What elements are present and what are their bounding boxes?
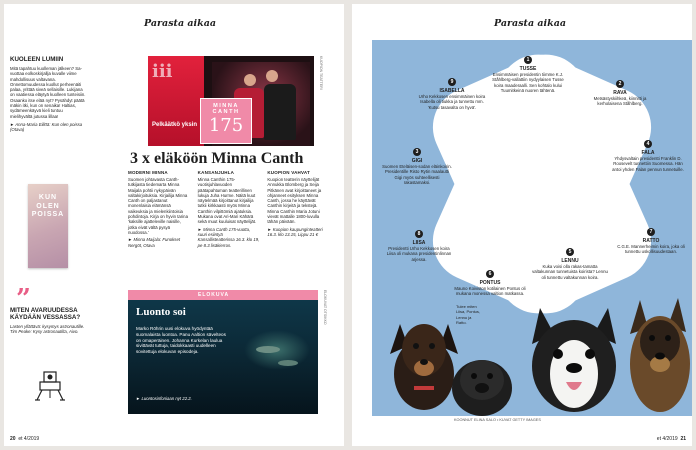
sidebar-credit: ► Anna-Maria Eilittä: Kun olen poissa (Otava) [10, 121, 83, 133]
col-head: KUOPION VAHVAT [267, 170, 310, 175]
subhead: Presidentien koirista tietokirjan kirjoittanut Meri Eskola kertoo, mitä niistä jäivät parhaiten mieleen. [463, 196, 581, 215]
col-head: MODERNI MINNA [128, 170, 168, 175]
actor-face [266, 70, 278, 82]
badge-number: 175 [208, 115, 244, 136]
dogs-photo [372, 294, 692, 416]
dachshund-dog [390, 324, 458, 410]
fish-shape [278, 360, 298, 366]
col-credit: ► Kuopion kaupunginteatteri 16.3. klo 13.15, Lippu 21 € [267, 226, 323, 237]
dog-item-9 [414, 70, 490, 110]
item-number: 2 [616, 80, 624, 88]
pug-dog [452, 360, 512, 416]
quote-mark-icon: ” [16, 284, 31, 314]
sidebar-quote [10, 307, 86, 335]
item-name: GIGI [411, 158, 423, 164]
feature-col-2 [198, 170, 261, 248]
book-cover [28, 184, 68, 268]
german-shepherd-dog [630, 298, 690, 412]
feature-title: 3 x eläköön Minna Canth [130, 150, 304, 167]
film-body: Marko Röhrin uusi elokuva hyödyntää suomalaista luontoa. Panu Aaltion sävelteos on omaperäinen. Johanna Kurkelan laulua sivittävät tuttuja, taidokkaasti uudelleen sovitettuja elokuvan episodeja. [136, 326, 226, 355]
canth-175-badge [200, 98, 252, 144]
feature-columns [128, 170, 330, 248]
issue: et 4/2019 [656, 436, 678, 442]
quote-body: Lasten yllättävä: kysymys astronautille. Tim Peake: Kysy astronautilta, Aivo. [10, 324, 85, 335]
sidebar-heading: KUOLEEN LUMIIN [10, 56, 64, 63]
item-number: 1 [524, 56, 532, 64]
feature-col-1 [128, 170, 191, 248]
sidebar-book-review [10, 56, 86, 133]
dog-item-1 [490, 48, 566, 93]
item-name: LENNU [561, 258, 579, 264]
item-name: LIISA [412, 240, 426, 246]
dog-item-5 [532, 240, 608, 280]
actor-costume [264, 84, 296, 140]
dog-item-7 [614, 220, 688, 255]
item-name: ISABELLA [439, 88, 465, 94]
folio [10, 436, 39, 442]
item-name: TUSSE [519, 66, 537, 72]
photo-credit: KOONNUT ELINA SALO • KUVAT GETTY IMAGES [454, 418, 541, 422]
item-number: 3 [413, 148, 421, 156]
item-number: 4 [644, 140, 652, 148]
col-credit: ► Minna Maijala: Funokset Nergöt, Otava [128, 237, 181, 248]
col-credit: ► Minna Canth 175-vuotta, suuri esiintyä Kansallisteatterissa 16.3. klo 19, pe 8.3 lisäkierros. [197, 226, 260, 248]
item-name: RATTO [642, 238, 660, 244]
book-cover-title: KUN OLEN POISSA [31, 194, 65, 218]
sidebar-credit-text: Anna-Maria Eilittä: Kun olen poissa (Otava) [10, 121, 83, 133]
film-photo-caption: ELOKUVAT OTSIKKO [323, 290, 327, 325]
page-number: 21 [680, 436, 686, 442]
col-body: Kuopion teatterin näyttelijät Annukka Blomberg ja Seija Pitkänen avat kirjoittaneet ja ohjanneet esityksen Minna Canth, jossa he käyttävät Canthin kirjeitä ja tekstejä. Minna Canthin Maria Jotuni vievät mattalle 1800-luvulla tähän päivään. [267, 177, 322, 225]
col-body: Minna Canthin 175-vuotisjuhlavuoden päätapahtuman teatterillinen lukuja Juha Hurme. Näitä kuut näytelmää kirjoittanut kirjailija tutkii kirkkaasti myös Minna Canthin vilpittömiä ajatuksia. Mukana ovat Ari-Mari Kähärä sekä muut kuuluisat näyttelijät. [197, 177, 257, 225]
item-number: 5 [566, 248, 574, 256]
french-bulldog [532, 308, 616, 412]
credit: ► Meri Eskola: Presidentien lemmikit. Docendo. [490, 218, 572, 222]
poster-graphic: iii [152, 61, 173, 82]
headline-line-1: YKKÖS- [474, 147, 564, 172]
photo-caption: KUOPION TEATTERI [319, 56, 323, 90]
feature-col-3 [267, 170, 330, 248]
item-body: Presidentti Urho Kekkosen koira Liisa oli mukana presidentinlinnan arjessa. [386, 246, 452, 262]
credit-text: Meri Eskola: Presidentien lemmikit. Docendo. [495, 218, 572, 222]
lunar-lander-icon [34, 366, 66, 404]
item-body: Ensimmäisen presidentin tiimme K.J. Ståhlberg-vallattiin nydyylaisen Tusse koira maaderaalli. Sen kohtalo kului Tuumitkeinä nuoren tähtenä. [492, 72, 564, 93]
dog-item-3 [382, 140, 452, 185]
film-box [128, 290, 318, 414]
film-label: ELOKUVA [198, 292, 230, 298]
section-header: Parasta aikaa [144, 18, 217, 29]
right-page [352, 4, 692, 446]
badge-label: MINNA CANTH [212, 103, 240, 115]
item-body: C.G.E. Mannerheimin koira, joka oli tunnettu uskollisuudestaan. [617, 244, 685, 255]
dog-item-4 [610, 132, 686, 172]
item-number: 8 [415, 230, 423, 238]
col-body: Suomen johtavasta Canth-tutkijasta tiedemarta Minna Maijala pohtii nykypäivän valtakirjoituksia. Kirjailija Minna Canth on paljastanut monenlaisia elämänsä vaikeuksia ja mielenkiintoisia pohdintoja. Kirja on hyvin tarina 'kaksille ajatteleville naisille, jotka eivät vältä pysyä nuodossa.' [128, 177, 188, 235]
item-body: Metsästyskiihkeä, kiinnitti ja kerholaisena Ståhlberg. [593, 96, 647, 107]
item-name: FALA [641, 150, 655, 156]
col-credit-text: Minna Canth 175-vuotta, suuri esiintyä Kansallisteatterissa 16.3. klo 19, pe 8.3 lisäkierros. [197, 226, 260, 248]
item-body: Yhdysvaltain presidentti Franklin D. Roosevelt tunnettiin Suomessa. Hän antoi yhden Falan pennun tunnetuille. [612, 156, 684, 172]
fish-shape [256, 346, 280, 353]
page-number: 20 [10, 436, 16, 442]
left-page [4, 4, 344, 446]
item-name: RAVA [613, 90, 627, 96]
item-name: PONTUS [479, 280, 501, 286]
item-body: Urho Kekkosen ensimmäinen koira Isabella oli tiukka ja tunnettu mm. 'Kutsu tasavalta on hyvä'. [418, 94, 486, 110]
item-number: 6 [486, 270, 494, 278]
issue: et 4/2019 [18, 436, 40, 442]
section-header: Parasta aikaa [494, 18, 567, 29]
actor-face [244, 74, 256, 86]
item-body: Mauno Koiviston kotilainen Pontus oli mukana monessa valtion matkassa. [454, 286, 526, 297]
folio [657, 436, 686, 442]
dog-item-6 [452, 262, 528, 297]
headline-line-2: KOIRAT [474, 167, 561, 192]
item-body: Kuka voisi olla rakas-tamatta valtakunnan tunnetuista koirista? Lennu oli tunnettu valtakunnan koira. [532, 264, 608, 280]
quote-heading: MITEN AVARUUDESSA KÄYDÄÄN VESSASSA? [10, 307, 81, 321]
film-credit: ► Luontosinfoniaan nyt 22.2. [136, 396, 192, 401]
item-number: 9 [448, 78, 456, 86]
dog-item-2 [582, 72, 658, 107]
poster-text: Pelkäätkö yksin [152, 122, 198, 128]
col-head: KANSANJUHLA [197, 170, 235, 175]
film-title: Luonto soi [136, 306, 186, 318]
dogs-caption: Tulee miten Liisa, Pontus, Lennu ja Ratto. [456, 304, 481, 325]
dog-item-8 [384, 222, 454, 262]
item-body: Suomen Eteläisen-sodan eläinkoirin. Presidentille Risto Rytin maalautti Gigi myös suhteellisesti rakastamaksi. [382, 164, 452, 185]
sidebar-body: Mitä tapahtuu kuolleman jälkeen? Sa-vuottaa eolkoskirjallja kuvalle viime mahdollisuus valtavana. Onnettomuudessa kuollut perheenäiti palaa, yrittää siveä sellaisille. Lukijana on vaatiessa eläytyä kuolleen tunteisiin. Osaanko itse elää nyt? Pysähdyt päätä mäkin itki, kun on senaika! Haltias, sydämeenkäyvä kieli tuntuu mielihyvältä jutussa lillaa! [10, 66, 86, 119]
item-number: 7 [647, 228, 655, 236]
col-credit-text: Minna Maijala: Funokset Nergöt, Otava [128, 237, 181, 248]
film-credit-text: Luontosinfoniaan nyt 22.2. [141, 396, 192, 401]
col-credit-text: Kuopion kaupunginteatteri 16.3. klo 13.15, Lippu 21 € [267, 226, 323, 237]
